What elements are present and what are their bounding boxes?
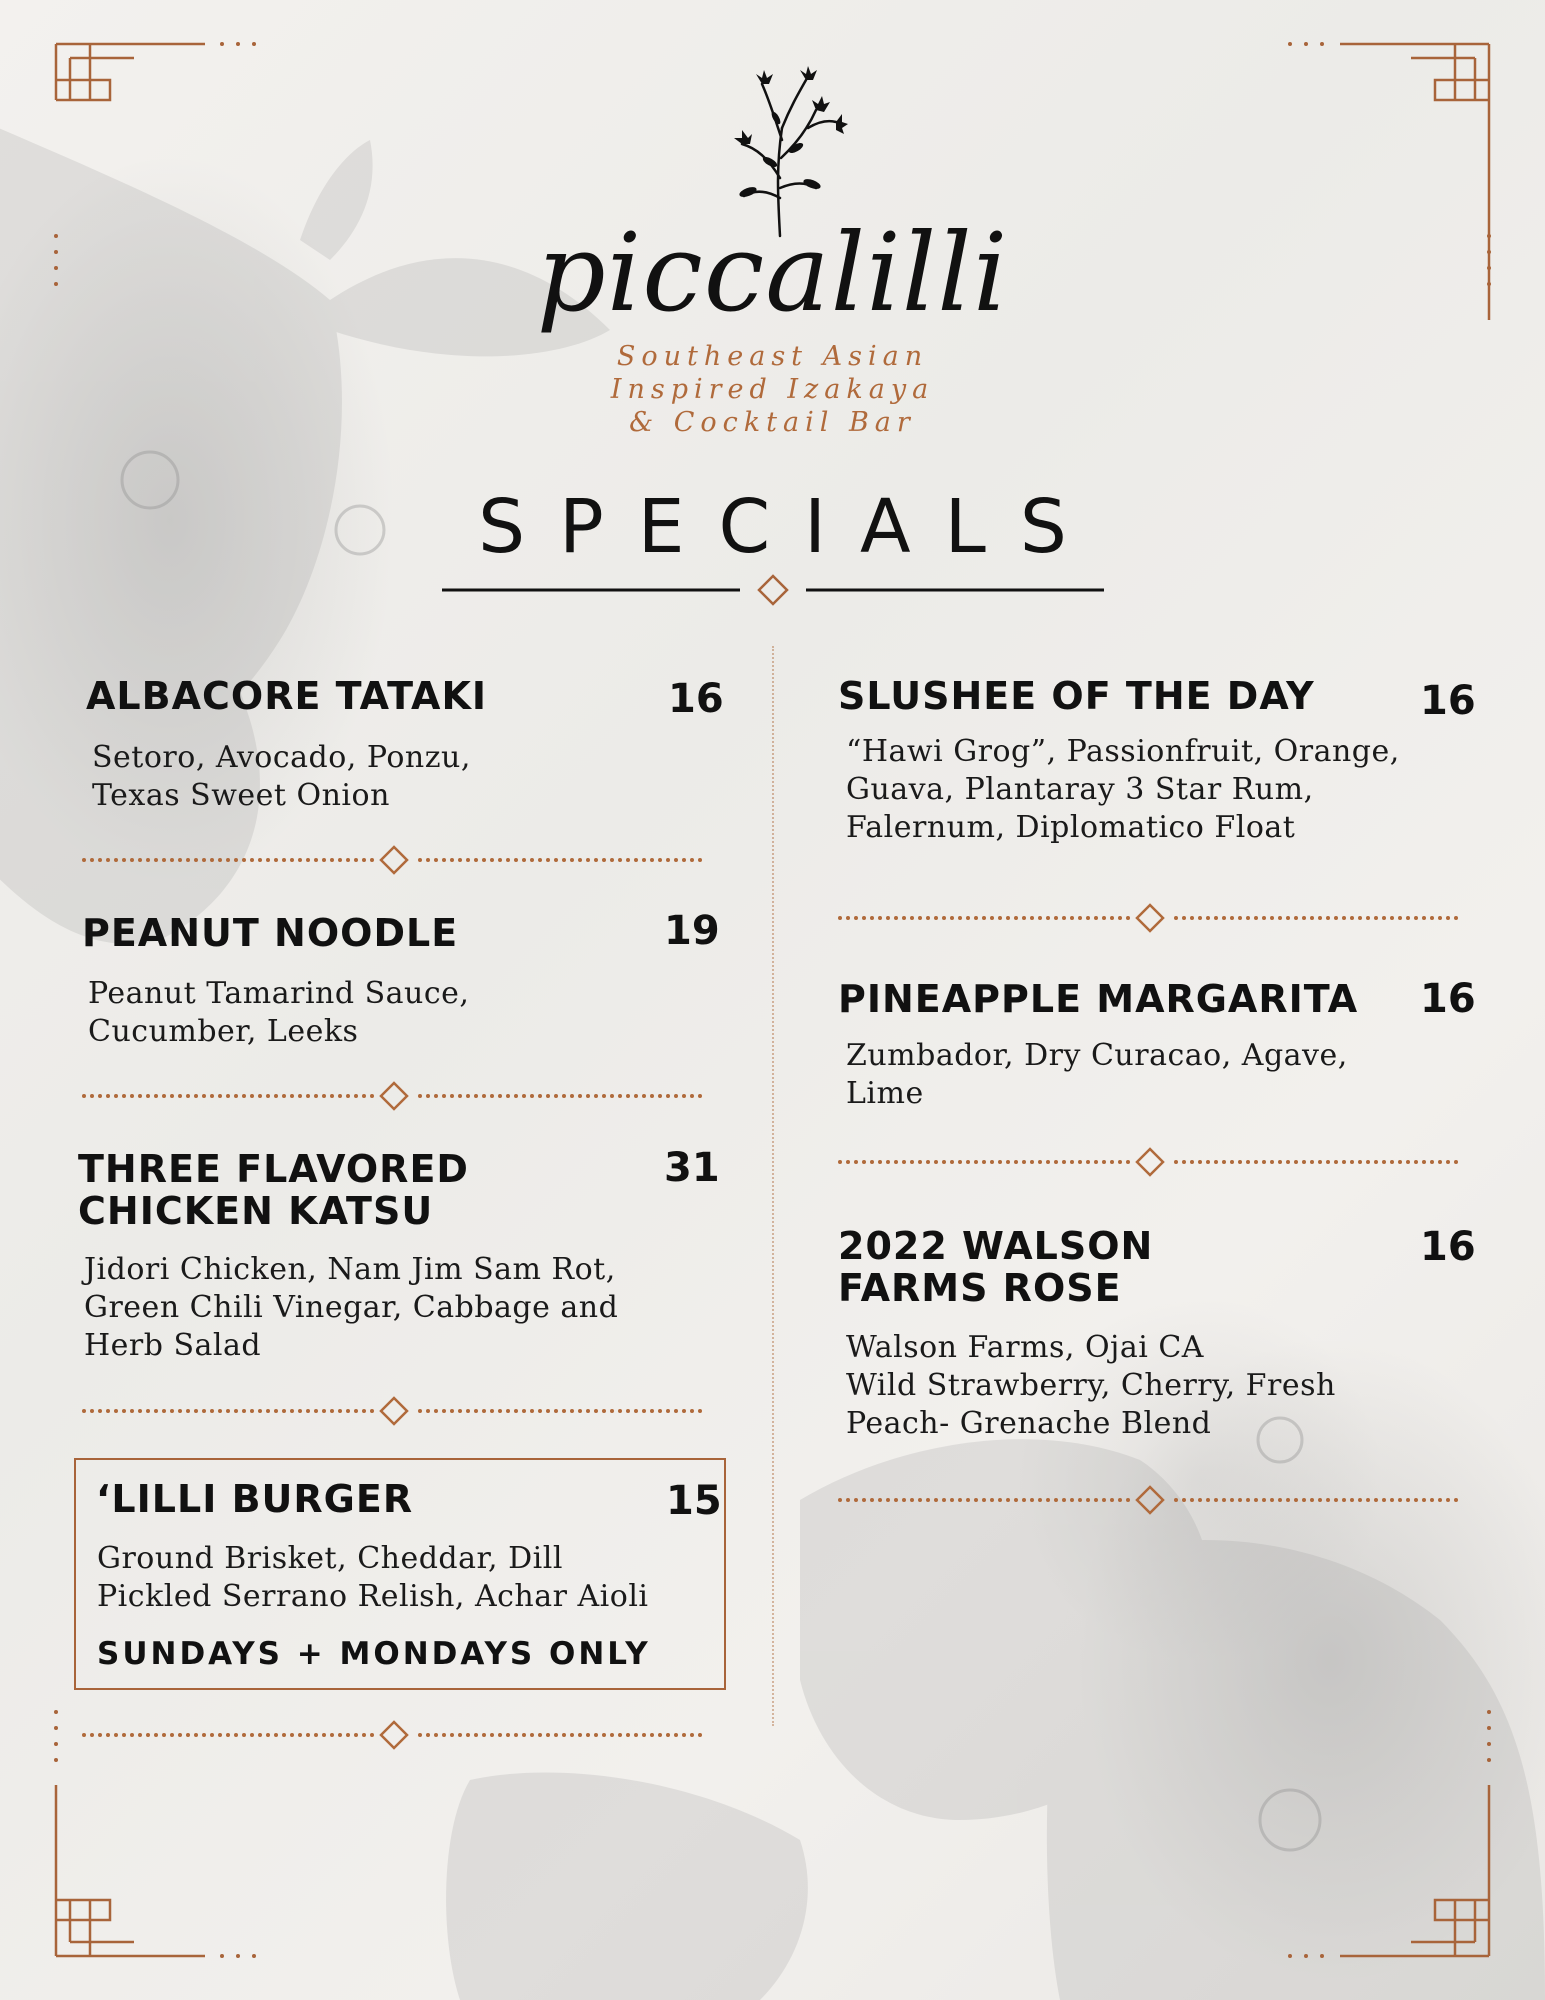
dotted-separator bbox=[838, 1487, 1458, 1513]
item-price-albacore-tataki: 16 bbox=[668, 676, 724, 722]
item-desc-walson-rose: Walson Farms, Ojai CA Wild Strawberry, Cherry, Fresh Peach- Grenache Blend bbox=[846, 1330, 1336, 1441]
item-price-chicken-katsu: 31 bbox=[664, 1145, 720, 1191]
item-name-peanut-noodle: PEANUT NOODLE bbox=[82, 911, 459, 955]
item-price-pineapple-margarita: 16 bbox=[1420, 976, 1476, 1022]
diamond-icon bbox=[381, 1083, 407, 1109]
diamond-icon bbox=[1137, 1149, 1163, 1175]
item-name-walson-rose: 2022 WALSON FARMS ROSE bbox=[838, 1224, 1154, 1310]
dotted-separator bbox=[82, 1083, 702, 1109]
page-title: SPECIALS bbox=[478, 484, 1101, 570]
dotted-separator bbox=[82, 847, 702, 873]
tagline-line-3: & Cocktail Bar bbox=[629, 407, 916, 438]
diamond-icon bbox=[381, 847, 407, 873]
tagline-line-2: Inspired Izakaya bbox=[610, 374, 935, 405]
diamond-icon bbox=[381, 1398, 407, 1424]
item-name-lilli-burger: ‘LILLI BURGER bbox=[96, 1477, 414, 1521]
item-price-slushee: 16 bbox=[1420, 678, 1476, 724]
item-desc-peanut-noodle: Peanut Tamarind Sauce, Cucumber, Leeks bbox=[88, 976, 470, 1049]
item-desc-lilli-burger: Ground Brisket, Cheddar, Dill Pickled Serrano Relish, Achar Aioli bbox=[97, 1541, 649, 1614]
dotted-separator bbox=[838, 1149, 1458, 1175]
availability-note: SUNDAYS + MONDAYS ONLY bbox=[97, 1636, 651, 1672]
item-name-slushee: SLUSHEE OF THE DAY bbox=[838, 674, 1315, 718]
tagline-line-1: Southeast Asian bbox=[616, 341, 929, 372]
dotted-separator bbox=[82, 1398, 702, 1424]
dotted-separator bbox=[82, 1722, 702, 1748]
item-price-peanut-noodle: 19 bbox=[664, 908, 720, 954]
diamond-icon bbox=[1137, 905, 1163, 931]
item-desc-albacore-tataki: Setoro, Avocado, Ponzu, Texas Sweet Onion bbox=[92, 740, 471, 813]
item-desc-chicken-katsu: Jidori Chicken, Nam Jim Sam Rot, Green Chili Vinegar, Cabbage and Herb Salad bbox=[84, 1252, 619, 1363]
diamond-icon bbox=[381, 1722, 407, 1748]
brand-name: piccalilli bbox=[536, 211, 1009, 336]
item-name-chicken-katsu: THREE FLAVORED CHICKEN KATSU bbox=[78, 1147, 469, 1233]
item-desc-slushee: “Hawi Grog”, Passionfruit, Orange, Guava, Plantaray 3 Star Rum, Falernum, Diplomatico Float bbox=[846, 734, 1400, 845]
item-name-albacore-tataki: ALBACORE TATAKI bbox=[86, 674, 488, 718]
item-desc-pineapple-margarita: Zumbador, Dry Curacao, Agave, Lime bbox=[846, 1038, 1348, 1111]
diamond-icon bbox=[1137, 1487, 1163, 1513]
item-name-pineapple-margarita: PINEAPPLE MARGARITA bbox=[838, 977, 1359, 1021]
item-price-lilli-burger: 15 bbox=[666, 1478, 722, 1524]
item-price-walson-rose: 16 bbox=[1420, 1224, 1476, 1270]
dotted-separator bbox=[838, 905, 1458, 931]
